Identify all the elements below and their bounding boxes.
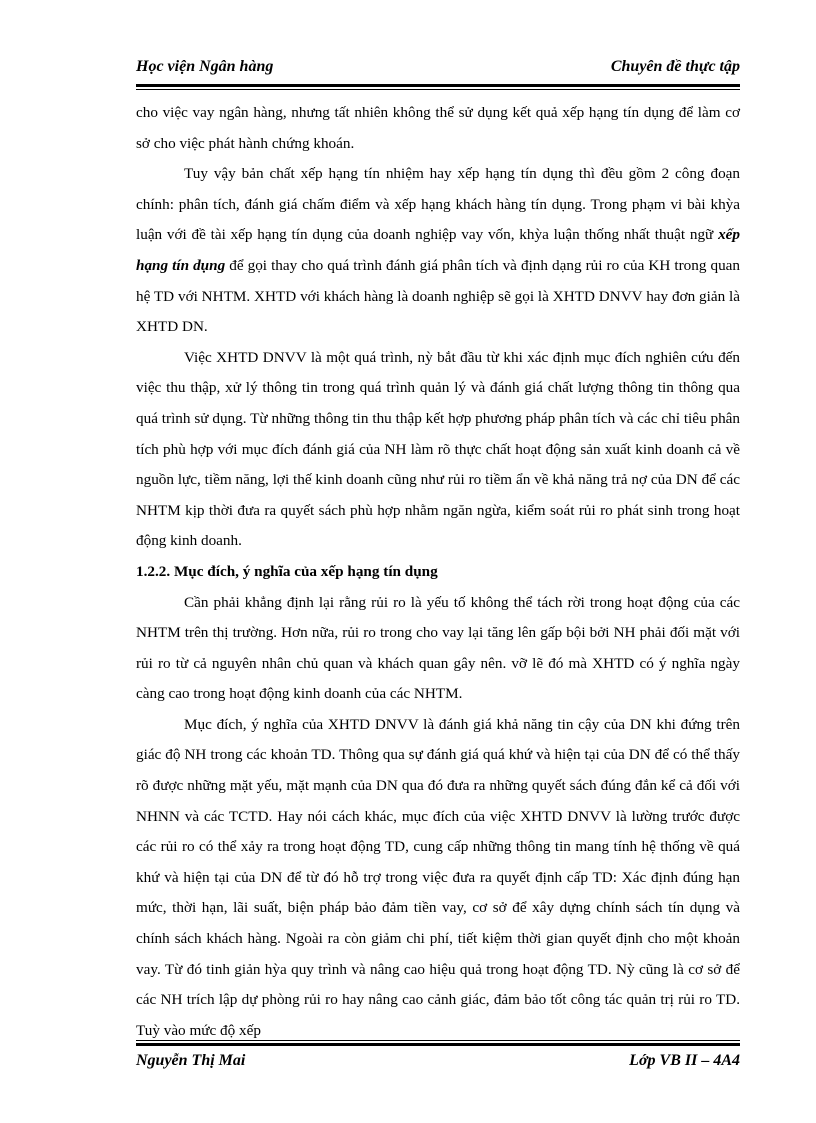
paragraph-nature-of-rating	[136, 159, 740, 343]
page-footer	[136, 1052, 740, 1076]
header-rule-thick	[136, 84, 740, 87]
footer-class: Lớp VB II – 4A4	[629, 1052, 740, 1069]
header-rule-thin	[136, 89, 740, 90]
header-document-type: Chuyên đề thực tập	[610, 58, 740, 75]
footer-rule-thick	[136, 1043, 740, 1046]
header-institution: Học viện Ngân hàng	[136, 58, 274, 75]
footer-author: Nguyễn Thị Mai	[136, 1052, 246, 1069]
paragraph-continuation: cho việc vay ngân hàng, nhưng tất nhiên không thể sử dụng kết quả xếp hạng tín dụng để làm cơ sở cho việc phát hành chứng khoán.	[136, 104, 740, 152]
section-heading: 1.2.2. Mục đích, ý nghĩa của xếp hạng tín dụng	[136, 562, 438, 580]
page-header	[136, 58, 740, 84]
page-body	[136, 98, 740, 1046]
paragraph-text-before: Tuy vậy bản chất xếp hạng tín nhiệm hay xếp hạng tín dụng thì đều gồm 2 công đoạn chính: phân tích, đánh giá chấm điểm và xếp hạng khách hàng tín dụng. Trong phạm vi bài khỳa luận với đề tài xếp hạng tín dụng của doanh nghiệp vay vốn, khỳa luận thống nhất thuật ngữ	[136, 165, 740, 244]
paragraph-rating-process: Việc XHTD DNVV là một quá trình, nỳ bắt đầu từ khi xác định mục đích nghiên cứu đến việc thu thập, xử lý thông tin trong quá trình quản lý và đánh giá chất lượng thông tin thông qua quá trình sử dụng. Từ những thông tin thu thập kết hợp phương pháp phân tích và các chỉ tiêu phân tích phù hợp với mục đích đánh giá của NH làm rõ thực chất hoạt động sản xuất kinh doanh cả về nguồn lực, tiềm năng, lợi thế kinh doanh cũng như rủi ro tiềm ẩn về khả năng trả nợ của DN để các NHTM kịp thời đưa ra quyết sách phù hợp nhằm ngăn ngừa, kiểm soát rủi ro phát sinh trong hoạt động kinh doanh.	[136, 348, 740, 550]
paragraph-purpose: Mục đích, ý nghĩa của XHTD DNVV là đánh giá khả năng tin cậy của DN khi đứng trên giác độ NH trong các khoản TD. Thông qua sự đánh giá quá khứ và hiện tại của DN để có thể thấy rõ được những mặt yếu, mặt mạnh của DN qua đó đưa ra những quyết sách đúng đắn kể cả đối với NHNN và các TCTD. Hay nói cách khác, mục đích của việc XHTD DNVV là lường trước được các rủi ro có thể xảy ra trong hoạt động TD, cung cấp những thông tin mang tính hệ thống về quá khứ và hiện tại của DN để từ đó hỗ trợ trong việc đưa ra quyết định cấp TD: Xác định đúng hạn mức, thời hạn, lãi suất, biện pháp bảo đảm tiền vay, cơ sở để xây dựng chính sách tín dụng và chính sách khách hàng. Ngoài ra còn giảm chi phí, tiết kiệm thời gian quyết định cho một khoản vay. Từ đó tinh giản hỳa quy trình và nâng cao hiệu quả trong hoạt động TD. Nỳ cũng là cơ sở để các NH trích lập dự phòng rủi ro hay nâng cao cảnh giác, đảm bảo tốt công tác quản trị rủi ro TD. Tuỳ vào mức độ xếp	[136, 715, 740, 1039]
paragraph-text-after: để gọi thay cho quá trình đánh giá phân tích và định dạng rủi ro của KH trong quan hệ TD với NHTM. XHTD với khách hàng là doanh nghiệp sẽ gọi là XHTD DNVV hay đơn giản là XHTD DN.	[136, 256, 740, 336]
paragraph-risk: Cần phải khẳng định lại rằng rủi ro là yếu tố không thể tách rời trong hoạt động của các NHTM trên thị trường. Hơn nữa, rủi ro trong cho vay lại tăng lên gấp bội bởi NH phải đối mặt với rủi ro từ cả nguyên nhân chủ quan và khách quan gây nên. vỡ lẽ đó mà XHTD có ý nghĩa ngày càng cao trong hoạt động kinh doanh của các NHTM.	[136, 593, 740, 703]
emphasized-term: xếp hạng tín dụng	[136, 226, 740, 274]
footer-rule-thin	[136, 1040, 740, 1041]
